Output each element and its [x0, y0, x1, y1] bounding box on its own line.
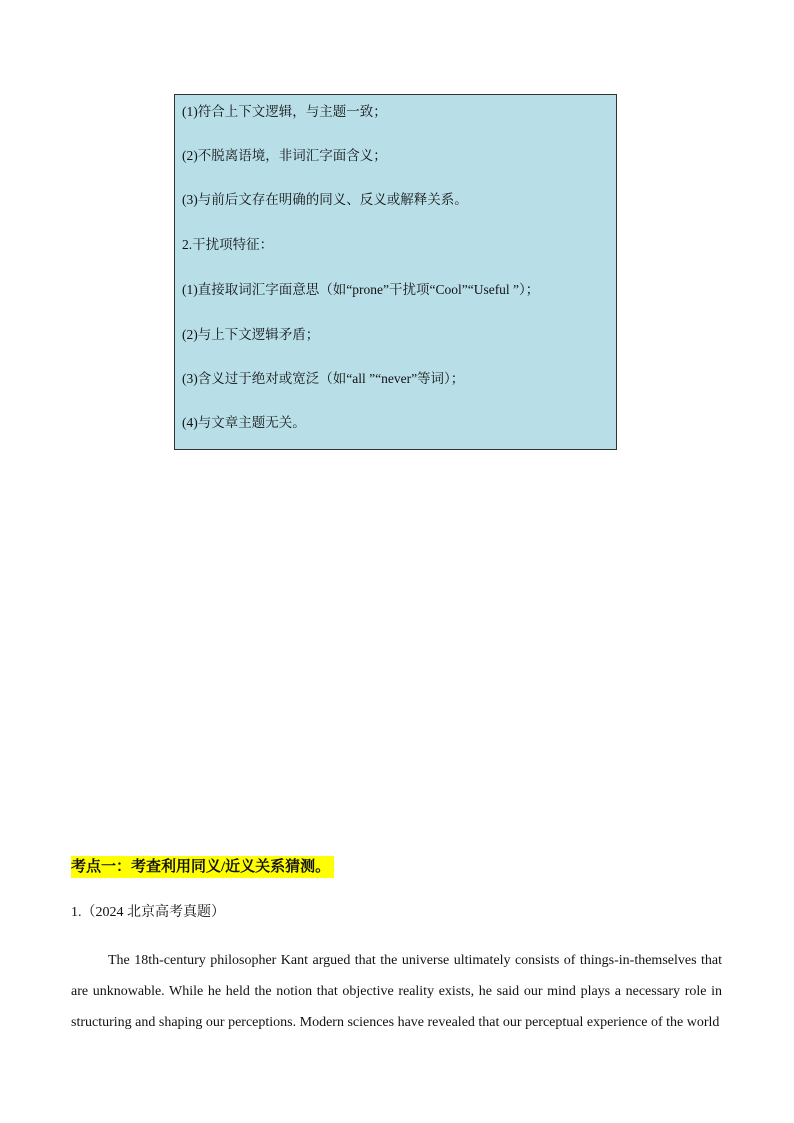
distractor-line: (2)与上下文逻辑矛盾； [182, 327, 320, 342]
criteria-line: (2)不脱离语境，非词汇字面含义； [182, 148, 387, 163]
distractor-line: (3)含义过于绝对或宽泛（如“all ”“never”等词）； [182, 371, 465, 386]
distractor-line: (1)直接取词汇字面意思（如“prone”干扰项“Cool”“Useful ”）； [182, 282, 540, 297]
distractor-heading: 2.干扰项特征： [182, 237, 274, 252]
criteria-line: (3)与前后文存在明确的同义、反义或解释关系。 [182, 192, 468, 207]
criteria-line: (1)符合上下文逻辑，与主题一致； [182, 104, 387, 119]
distractor-line: (4)与文章主题无关。 [182, 415, 306, 430]
question-number: 1.（2024 北京高考真题） [71, 905, 225, 920]
section-heading: 考点一：考查利用同义/近义关系猜测。 [71, 856, 334, 878]
reading-passage: The 18th-century philosopher Kant argued that the universe ultimately consists of things-in-themselves that are unknowable. While he held the notion that objective reality exists, he said our mind plays a necessary role in structuring and shaping our perceptions. Modern sciences have revealed that our perceptual experience of the world [71, 953, 722, 1030]
criteria-box [174, 94, 617, 450]
